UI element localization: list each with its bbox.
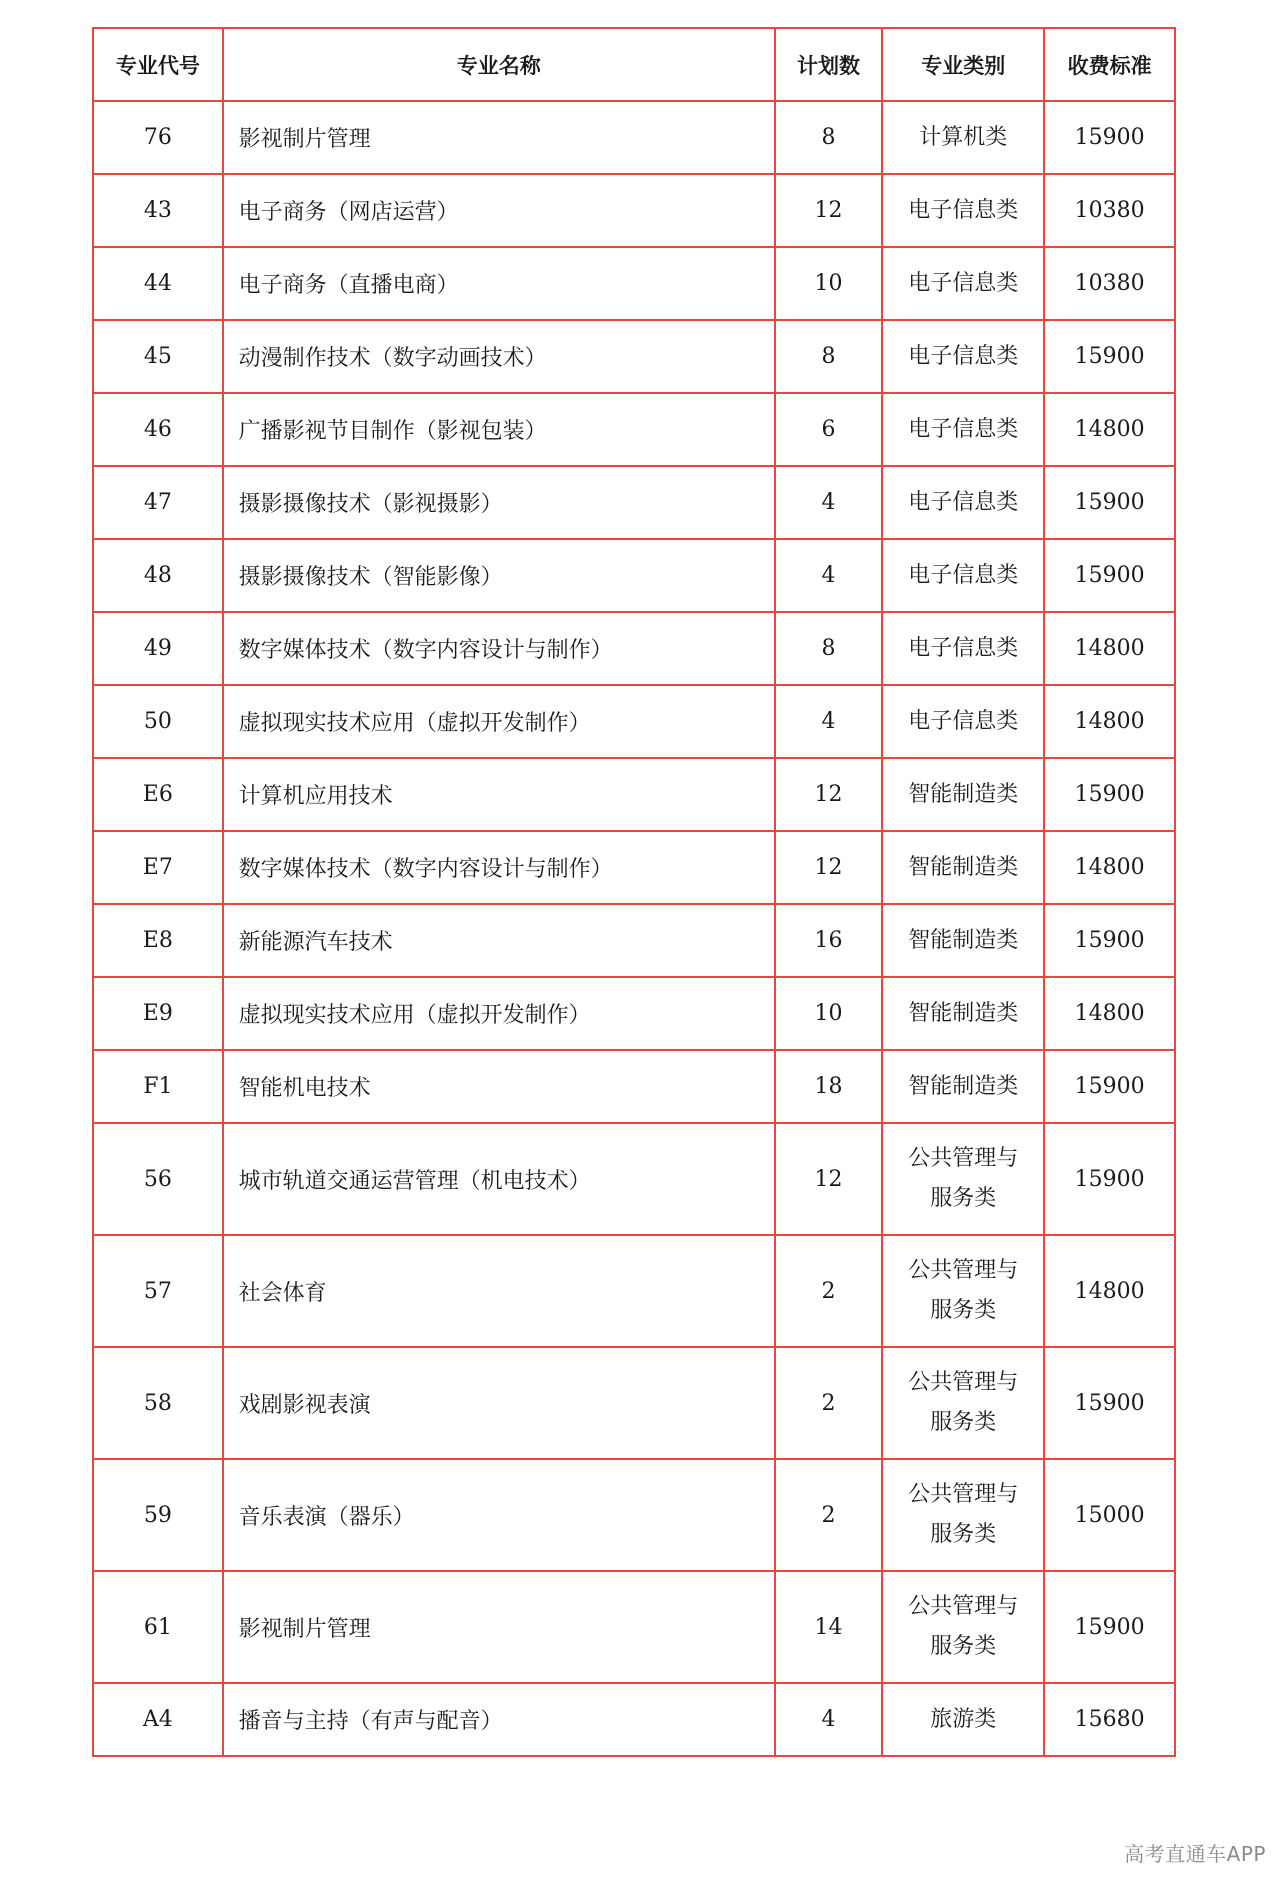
major-code: 50	[93, 685, 223, 758]
major-name: 智能机电技术	[223, 1050, 775, 1123]
major-category	[882, 1123, 1044, 1235]
major-name: 电子商务（直播电商）	[223, 247, 775, 320]
fee-standard: 15900	[1044, 904, 1175, 977]
major-name: 摄影摄像技术（影视摄影）	[223, 466, 775, 539]
fee-standard: 10380	[1044, 174, 1175, 247]
fee-standard: 14800	[1044, 612, 1175, 685]
watermark: 高考直通车APP	[1124, 1842, 1266, 1866]
major-code: 57	[93, 1235, 223, 1347]
table-row	[93, 1123, 1175, 1235]
plan-count: 6	[775, 393, 882, 466]
major-code: 44	[93, 247, 223, 320]
plan-count: 18	[775, 1050, 882, 1123]
table-row	[93, 466, 1175, 539]
table-row	[93, 758, 1175, 831]
major-code: 76	[93, 101, 223, 174]
plan-count: 12	[775, 758, 882, 831]
plan-count: 12	[775, 831, 882, 904]
major-name: 广播影视节目制作（影视包装）	[223, 393, 775, 466]
major-category: 电子信息类	[882, 174, 1044, 247]
major-code: E8	[93, 904, 223, 977]
fee-standard: 14800	[1044, 831, 1175, 904]
major-category: 计算机类	[882, 101, 1044, 174]
major-name: 虚拟现实技术应用（虚拟开发制作）	[223, 685, 775, 758]
major-category: 智能制造类	[882, 1050, 1044, 1123]
plan-count: 2	[775, 1347, 882, 1459]
table-row	[93, 685, 1175, 758]
plan-count: 4	[775, 1683, 882, 1756]
major-code: 47	[93, 466, 223, 539]
major-category: 智能制造类	[882, 831, 1044, 904]
major-name: 音乐表演（器乐）	[223, 1459, 775, 1571]
category-line-2: 服务类	[930, 1298, 997, 1323]
major-category	[882, 1347, 1044, 1459]
plan-count: 2	[775, 1459, 882, 1571]
major-code: E9	[93, 977, 223, 1050]
table-row	[93, 1235, 1175, 1347]
table-row	[93, 1347, 1175, 1459]
major-name: 影视制片管理	[223, 101, 775, 174]
header-plan-count: 计划数	[775, 28, 882, 101]
fee-standard: 14800	[1044, 977, 1175, 1050]
major-category: 智能制造类	[882, 904, 1044, 977]
fee-standard: 15900	[1044, 539, 1175, 612]
category-line-2: 服务类	[930, 1522, 997, 1547]
category-line-1: 公共管理与	[908, 1370, 1019, 1395]
fee-standard: 15900	[1044, 320, 1175, 393]
table-row	[93, 539, 1175, 612]
table-row	[93, 320, 1175, 393]
major-name: 影视制片管理	[223, 1571, 775, 1683]
plan-count: 8	[775, 612, 882, 685]
plan-count: 12	[775, 174, 882, 247]
table-row	[93, 174, 1175, 247]
table-row	[93, 247, 1175, 320]
plan-count: 10	[775, 247, 882, 320]
category-line-2: 服务类	[930, 1410, 997, 1435]
major-name: 播音与主持（有声与配音）	[223, 1683, 775, 1756]
category-line-1: 公共管理与	[908, 1258, 1019, 1283]
fee-standard: 15900	[1044, 1123, 1175, 1235]
majors-table	[92, 27, 1176, 1757]
major-name: 新能源汽车技术	[223, 904, 775, 977]
header-fee-standard: 收费标准	[1044, 28, 1175, 101]
major-category	[882, 1459, 1044, 1571]
plan-count: 16	[775, 904, 882, 977]
admission-plan-sheet	[92, 27, 1176, 1757]
major-code: 56	[93, 1123, 223, 1235]
fee-standard: 15680	[1044, 1683, 1175, 1756]
plan-count: 4	[775, 466, 882, 539]
major-code: E6	[93, 758, 223, 831]
fee-standard: 14800	[1044, 393, 1175, 466]
major-category: 电子信息类	[882, 320, 1044, 393]
plan-count: 10	[775, 977, 882, 1050]
fee-standard: 15900	[1044, 1571, 1175, 1683]
fee-standard: 10380	[1044, 247, 1175, 320]
major-name: 数字媒体技术（数字内容设计与制作）	[223, 612, 775, 685]
major-code: A4	[93, 1683, 223, 1756]
major-category: 电子信息类	[882, 685, 1044, 758]
fee-standard: 15900	[1044, 1347, 1175, 1459]
major-name: 虚拟现实技术应用（虚拟开发制作）	[223, 977, 775, 1050]
plan-count: 8	[775, 101, 882, 174]
major-category	[882, 1571, 1044, 1683]
major-name: 摄影摄像技术（智能影像）	[223, 539, 775, 612]
fee-standard: 15900	[1044, 466, 1175, 539]
major-category: 智能制造类	[882, 758, 1044, 831]
category-line-2: 服务类	[930, 1634, 997, 1659]
major-code: 45	[93, 320, 223, 393]
table-row	[93, 1571, 1175, 1683]
plan-count: 8	[775, 320, 882, 393]
table-header-row	[93, 28, 1175, 101]
major-name: 电子商务（网店运营）	[223, 174, 775, 247]
major-code: 49	[93, 612, 223, 685]
fee-standard: 15900	[1044, 1050, 1175, 1123]
category-line-1: 公共管理与	[908, 1594, 1019, 1619]
header-major-category: 专业类别	[882, 28, 1044, 101]
major-code: E7	[93, 831, 223, 904]
major-category	[882, 1235, 1044, 1347]
major-code: 61	[93, 1571, 223, 1683]
major-category: 智能制造类	[882, 977, 1044, 1050]
major-category: 旅游类	[882, 1683, 1044, 1756]
plan-count: 12	[775, 1123, 882, 1235]
fee-standard: 14800	[1044, 1235, 1175, 1347]
major-code: 59	[93, 1459, 223, 1571]
table-row	[93, 1683, 1175, 1756]
category-line-1: 公共管理与	[908, 1146, 1019, 1171]
major-name: 城市轨道交通运营管理（机电技术）	[223, 1123, 775, 1235]
fee-standard: 15900	[1044, 758, 1175, 831]
table-row	[93, 1050, 1175, 1123]
header-major-code: 专业代号	[93, 28, 223, 101]
plan-count: 2	[775, 1235, 882, 1347]
table-row	[93, 101, 1175, 174]
major-name: 数字媒体技术（数字内容设计与制作）	[223, 831, 775, 904]
table-row	[93, 393, 1175, 466]
category-line-1: 公共管理与	[908, 1482, 1019, 1507]
category-line-2: 服务类	[930, 1186, 997, 1211]
major-name: 动漫制作技术（数字动画技术）	[223, 320, 775, 393]
fee-standard: 14800	[1044, 685, 1175, 758]
major-code: 48	[93, 539, 223, 612]
fee-standard: 15000	[1044, 1459, 1175, 1571]
plan-count: 4	[775, 539, 882, 612]
header-major-name: 专业名称	[223, 28, 775, 101]
table-row	[93, 831, 1175, 904]
table-row	[93, 1459, 1175, 1571]
major-name: 社会体育	[223, 1235, 775, 1347]
major-category: 电子信息类	[882, 393, 1044, 466]
table-row	[93, 977, 1175, 1050]
major-code: 46	[93, 393, 223, 466]
major-name: 戏剧影视表演	[223, 1347, 775, 1459]
major-category: 电子信息类	[882, 247, 1044, 320]
plan-count: 14	[775, 1571, 882, 1683]
major-code: F1	[93, 1050, 223, 1123]
table-row	[93, 612, 1175, 685]
fee-standard: 15900	[1044, 101, 1175, 174]
major-category: 电子信息类	[882, 539, 1044, 612]
major-category: 电子信息类	[882, 612, 1044, 685]
major-code: 43	[93, 174, 223, 247]
major-code: 58	[93, 1347, 223, 1459]
major-category: 电子信息类	[882, 466, 1044, 539]
table-row	[93, 904, 1175, 977]
major-name: 计算机应用技术	[223, 758, 775, 831]
plan-count: 4	[775, 685, 882, 758]
